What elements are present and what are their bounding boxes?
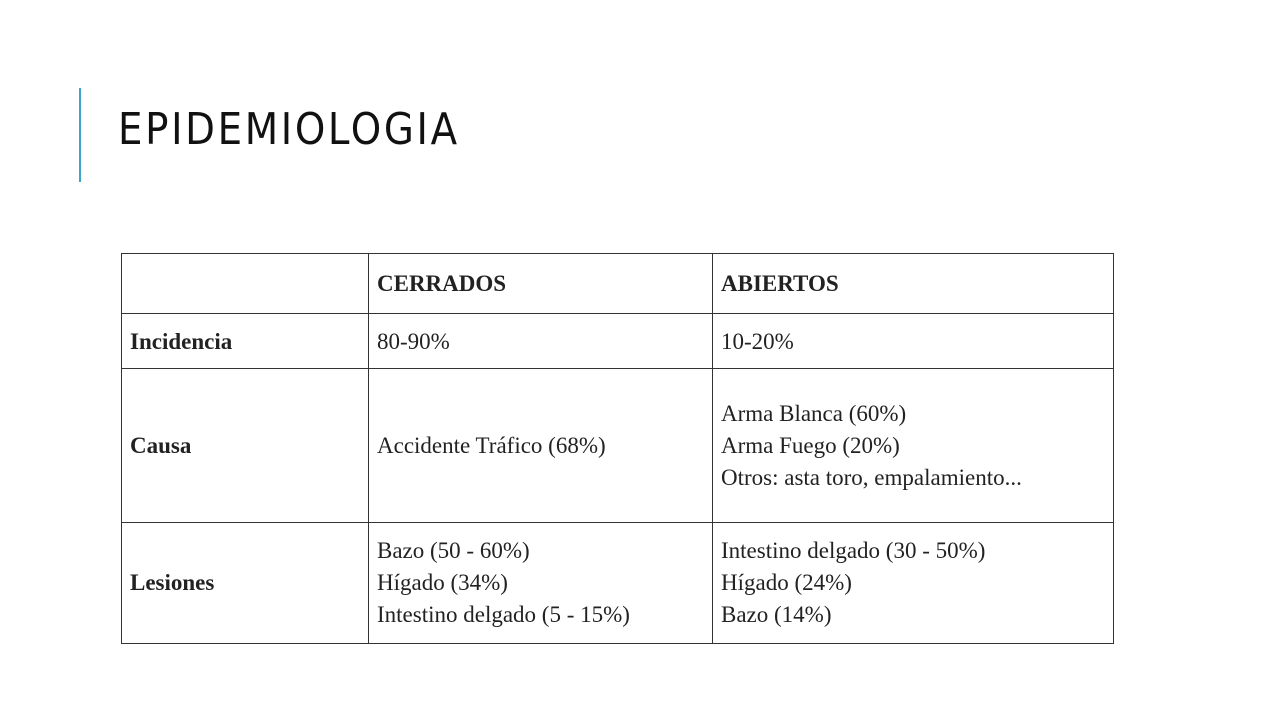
cell-text: Intestino delgado (5 - 15%) (377, 602, 630, 627)
cell-text: Arma Blanca (60%) (721, 400, 907, 426)
cell-text: Intestino delgado (30 - 50%) (721, 538, 986, 563)
table-row-incidencia (122, 314, 1114, 369)
table-row-lesiones (122, 523, 1114, 644)
cell-text: Arma Fuego (20%) (721, 432, 900, 458)
cell-incidencia-abiertos (713, 314, 1114, 369)
column-header-cerrados: CERRADOS (369, 254, 713, 314)
row-label-incidencia: Incidencia (122, 314, 369, 369)
cell-text: Bazo (14%) (721, 602, 832, 627)
epidemiology-table (121, 253, 1114, 644)
row-label-lesiones: Lesiones (122, 523, 369, 644)
cell-incidencia-cerrados (369, 314, 713, 369)
cell-causa-abiertos (713, 369, 1114, 523)
cell-text: 80-90% (377, 329, 450, 354)
cell-lesiones-abiertos (713, 523, 1114, 644)
header-empty-cell (122, 254, 369, 314)
slide-title: EPIDEMIOLOGIA (118, 104, 460, 155)
cell-text: Hígado (34%) (377, 570, 508, 595)
cell-text: 10-20% (721, 329, 794, 354)
cell-causa-cerrados (369, 369, 713, 523)
cell-text: Bazo (50 - 60%) (377, 538, 530, 563)
cell-text: Accidente Tráfico (68%) (377, 432, 606, 458)
column-header-abiertos: ABIERTOS (713, 254, 1114, 314)
table-row-causa (122, 369, 1114, 523)
row-label-causa: Causa (122, 369, 369, 523)
cell-text: Hígado (24%) (721, 570, 852, 595)
table-header-row (122, 254, 1114, 314)
cell-text: Otros: asta toro, empalamiento... (721, 464, 1022, 490)
cell-lesiones-cerrados (369, 523, 713, 644)
title-accent-bar (79, 88, 81, 182)
